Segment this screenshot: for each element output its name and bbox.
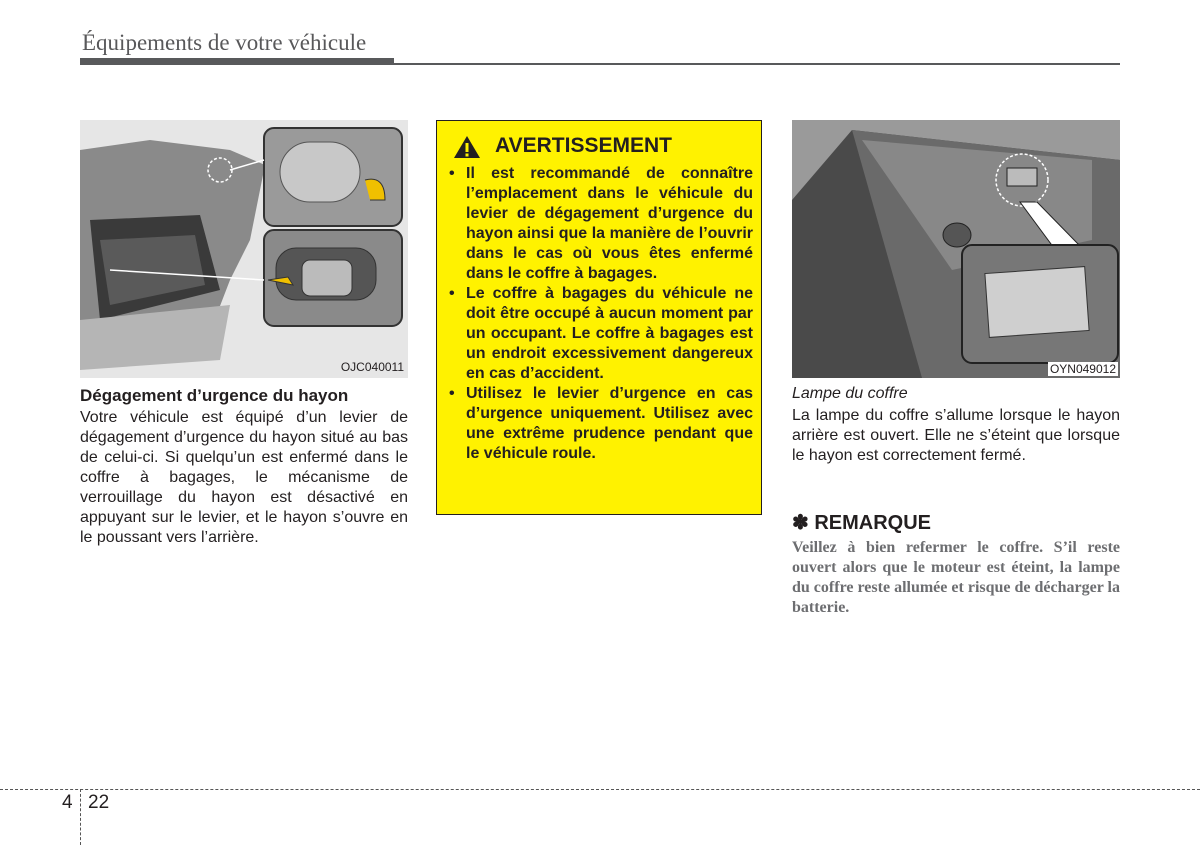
footer-divider: [80, 789, 81, 845]
warning-item: [449, 164, 753, 284]
trunk-lamp-illustration: [792, 120, 1120, 378]
page-header-title: Équipements de votre véhicule: [82, 30, 367, 55]
header-rule: [80, 58, 394, 65]
warning-item: [449, 384, 753, 464]
warning-item-text: Il est recommandé de connaître l’emplacement dans le véhicule du levier de dégagement d’urgence du hayon ainsi que la manière de l’ouvrir dans le cas où vous êtes enfermé dans le coffre à bagages.: [466, 165, 753, 282]
warning-item: [449, 284, 753, 384]
tailgate-figure: [80, 120, 408, 378]
bullet: •: [449, 285, 455, 302]
figure-code: OYN049012: [1049, 362, 1116, 376]
chapter-number: 4: [62, 792, 73, 813]
trunk-lamp-figure: [792, 120, 1120, 378]
section-heading: Dégagement d’urgence du hayon: [80, 386, 349, 405]
warning-box: [436, 120, 762, 515]
warning-list: [449, 164, 753, 464]
remark-text: Veillez à bien refermer le coffre. S’il reste ouvert alors que le moteur est éteint, la lampe du coffre reste allumée et risque de décharger la batterie.: [792, 539, 1120, 616]
section-body: Votre véhicule est équipé d’un levier de dégagement d’urgence du hayon situé au bas de celui-ci. Si quelqu’un est enfermé dans le coffre à bagages, le mécanisme de verrouillage du hayon est désactivé en appuyant sur le levier, et le hayon s’ouvre en le poussant vers l’arrière.: [80, 409, 408, 546]
remark-title: ✽ REMARQUE: [792, 512, 931, 534]
warning-icon: [452, 134, 482, 160]
warning-title: AVERTISSEMENT: [495, 134, 672, 157]
page-number: 22: [88, 792, 110, 813]
figure-code: OJC040011: [340, 360, 404, 374]
header-rule-thin: [394, 63, 1120, 65]
figure-caption: Lampe du coffre: [792, 385, 908, 402]
warning-item-text: Utilisez le levier d’urgence en cas d’urgence uniquement. Utilisez avec une extrême prudence pendant que le véhicule roule.: [466, 385, 753, 462]
footer-rule: [0, 789, 1200, 790]
bullet: •: [449, 385, 455, 402]
warning-item-text: Le coffre à bagages du véhicule ne doit être occupé à aucun moment par un occupant. Le coffre à bagages est un endroit excessivement dangereux en cas d’accident.: [466, 285, 753, 382]
tailgate-illustration: [80, 120, 408, 378]
bullet: •: [449, 165, 455, 182]
section-body: La lampe du coffre s’allume lorsque le hayon arrière est ouvert. Elle ne s’éteint que lorsque le hayon est correctement fermé.: [792, 407, 1120, 464]
